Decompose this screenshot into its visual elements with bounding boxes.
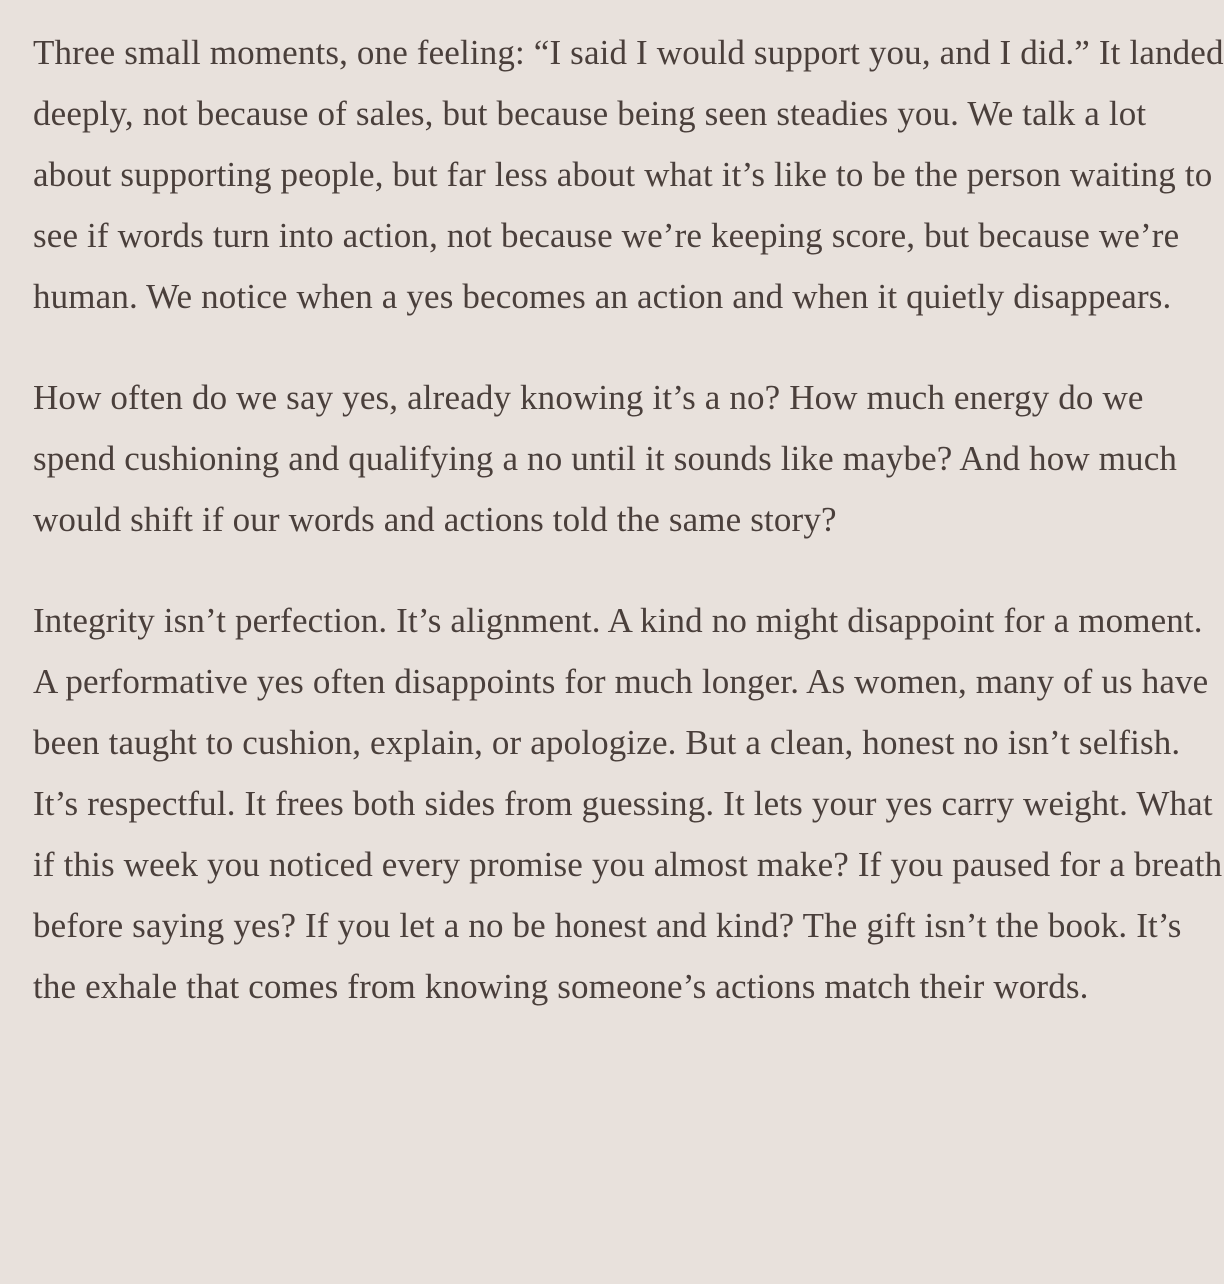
paragraph-3: Integrity isn’t perfection. It’s alignment. A kind no might disappoint for a moment. A performative yes often disappoints for much longer. As women, many of us have been taught to cushion, explain, or apologize. But a clean, honest no isn’t selfish. It’s respectful. It frees both sides from guessing. It lets your yes carry weight. What if this week you noticed every promise you almost make? If you paused for a breath before saying yes? If you let a no be honest and kind? The gift isn’t the book. It’s the exhale that comes from knowing someone’s actions match their words. (33, 601, 1223, 1006)
article-body (33, 22, 1224, 1017)
paragraph-2: How often do we say yes, already knowing it’s a no? How much energy do we spend cushioning and qualifying a no until it sounds like maybe? And how much would shift if our words and actions told the same story? (33, 378, 1178, 539)
paragraph-1: Three small moments, one feeling: “I said I would support you, and I did.” It landed deeply, not because of sales, but because being seen steadies you. We talk a lot about supporting people, but far less about what it’s like to be the person waiting to see if words turn into action, not because we’re keeping score, but because we’re human. We notice when a yes becomes an action and when it quietly disappears. (33, 33, 1224, 316)
